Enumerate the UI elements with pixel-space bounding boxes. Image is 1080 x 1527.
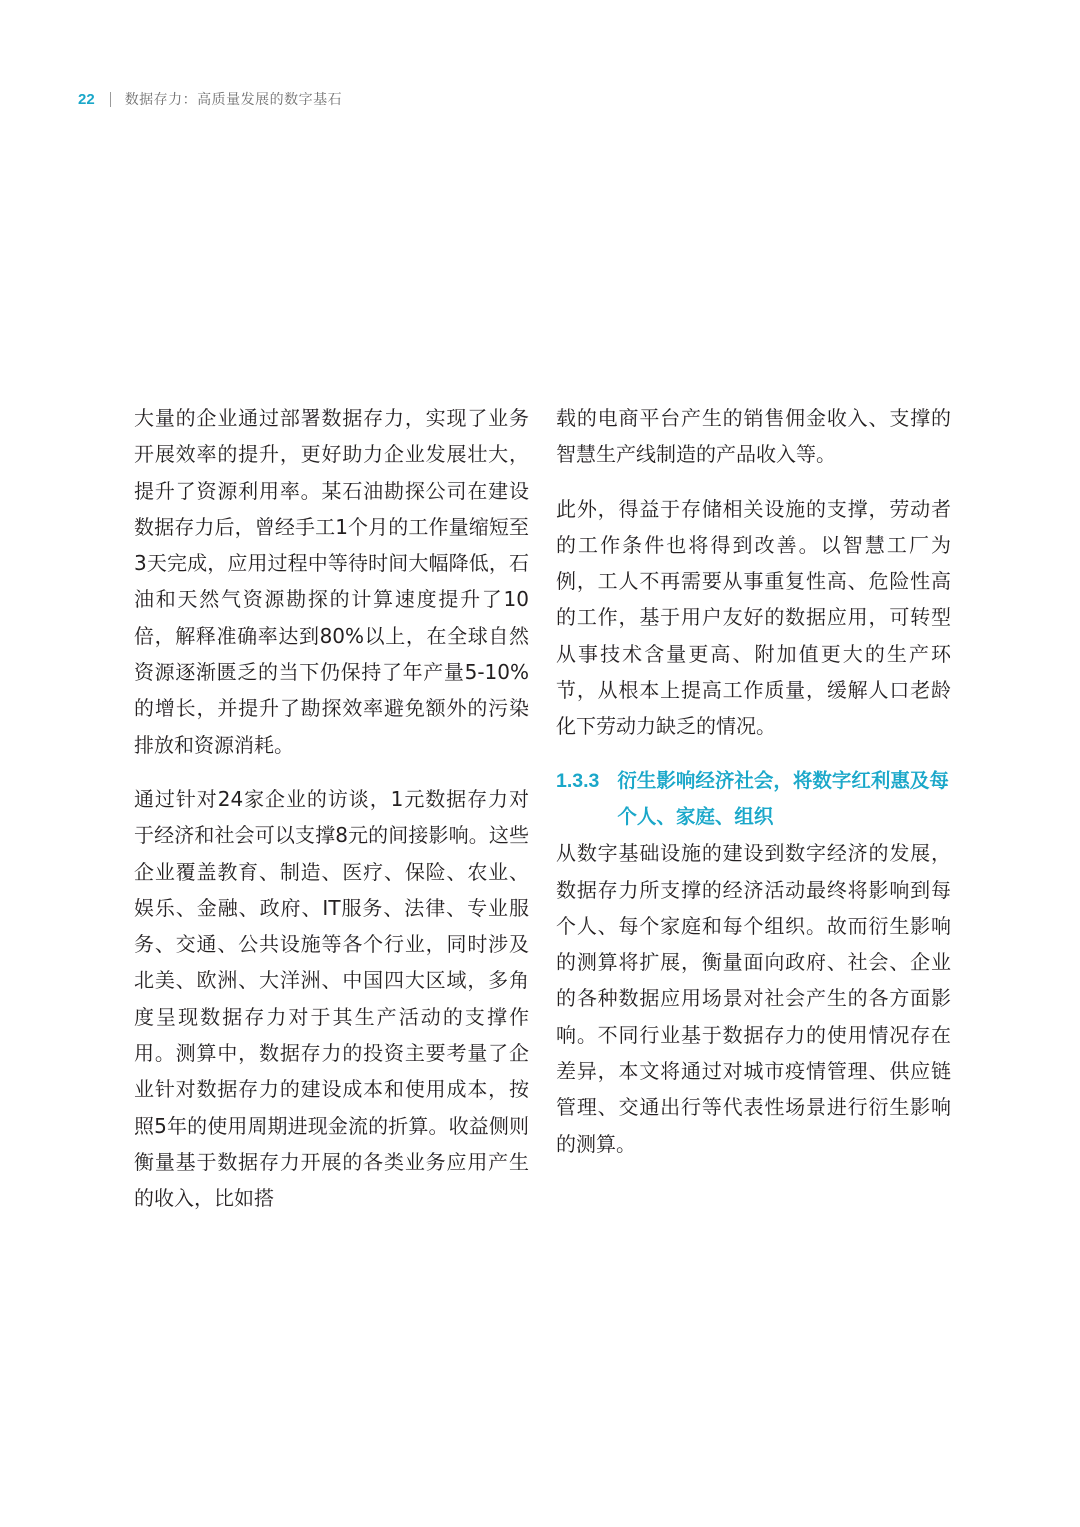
paragraph-working-conditions: 此外，得益于存储相关设施的支撑，劳动者的工作条件也将得到改善。以智慧工厂为例，工人不再需要从事重复性高、危险性高的工作，基于用户友好的数据应用，可转型从事技术含量更高、附加值更大的生产环节，从根本上提高工作质量，缓解人口老龄化下劳动力缺乏的情况。	[556, 496, 951, 739]
document-title: 数据存力：高质量发展的数字基石	[124, 92, 343, 108]
section-number: 1.3.3	[556, 769, 600, 792]
page-number: 22	[78, 90, 95, 108]
header-divider	[110, 92, 111, 107]
left-column	[134, 400, 529, 1217]
page-header	[78, 88, 342, 110]
paragraph-enterprise-efficiency: 大量的企业通过部署数据存力，实现了业务开展效率的提升，更好助力企业发展壮大，提升了资源利用率。某石油勘探公司在建设数据存力后，曾经手工1个月的工作量缩短至3天完成，应用过程中等待时间大幅降低，石油和天然气资源勘探的计算速度提升了10倍，解释准确率达到80%以上，在全球自然资源逐渐匮乏的当下仍保持了年产量5-10%的增长，并提升了勘探效率避免额外的污染排放和资源消耗。	[134, 406, 529, 757]
section-heading	[556, 763, 951, 836]
paragraph-derived-impact: 从数字基础设施的建设到数字经济的发展，数据存力所支撑的经济活动最终将影响到每个人、每个家庭和每个组织。故而衍生影响的测算将扩展，衡量面向政府、社会、企业的各种数据应用场景对社会产生的各方面影响。不同行业基于数据存力的使用情况存在差异，本文将通过对城市疫情管理、供应链管理、交通出行等代表性场景进行衍生影响的测算。	[556, 841, 951, 1156]
right-column	[556, 400, 951, 1162]
section-title: 衍生影响经济社会，将数字红利惠及每个人、家庭、组织	[617, 768, 949, 828]
paragraph-enterprise-interviews: 通过针对24家企业的访谈，1元数据存力对于经济和社会可以支撑8元的间接影响。这些企业覆盖教育、制造、医疗、保险、农业、娱乐、金融、政府、IT服务、法律、专业服务、交通、公共设施等各个行业，同时涉及北美、欧洲、大洋洲、中国四大区域，多角度呈现数据存力对于其生产活动的支撑作用。测算中，数据存力的投资主要考量了企业针对数据存力的建设成本和使用成本，按照5年的使用周期进现金流的折算。收益侧则衡量基于数据存力开展的各类业务应用产生的收入，比如搭	[134, 786, 529, 1211]
paragraph-revenue-continuation: 载的电商平台产生的销售佣金收入、支撑的智慧生产线制造的产品收入等。	[556, 406, 951, 467]
